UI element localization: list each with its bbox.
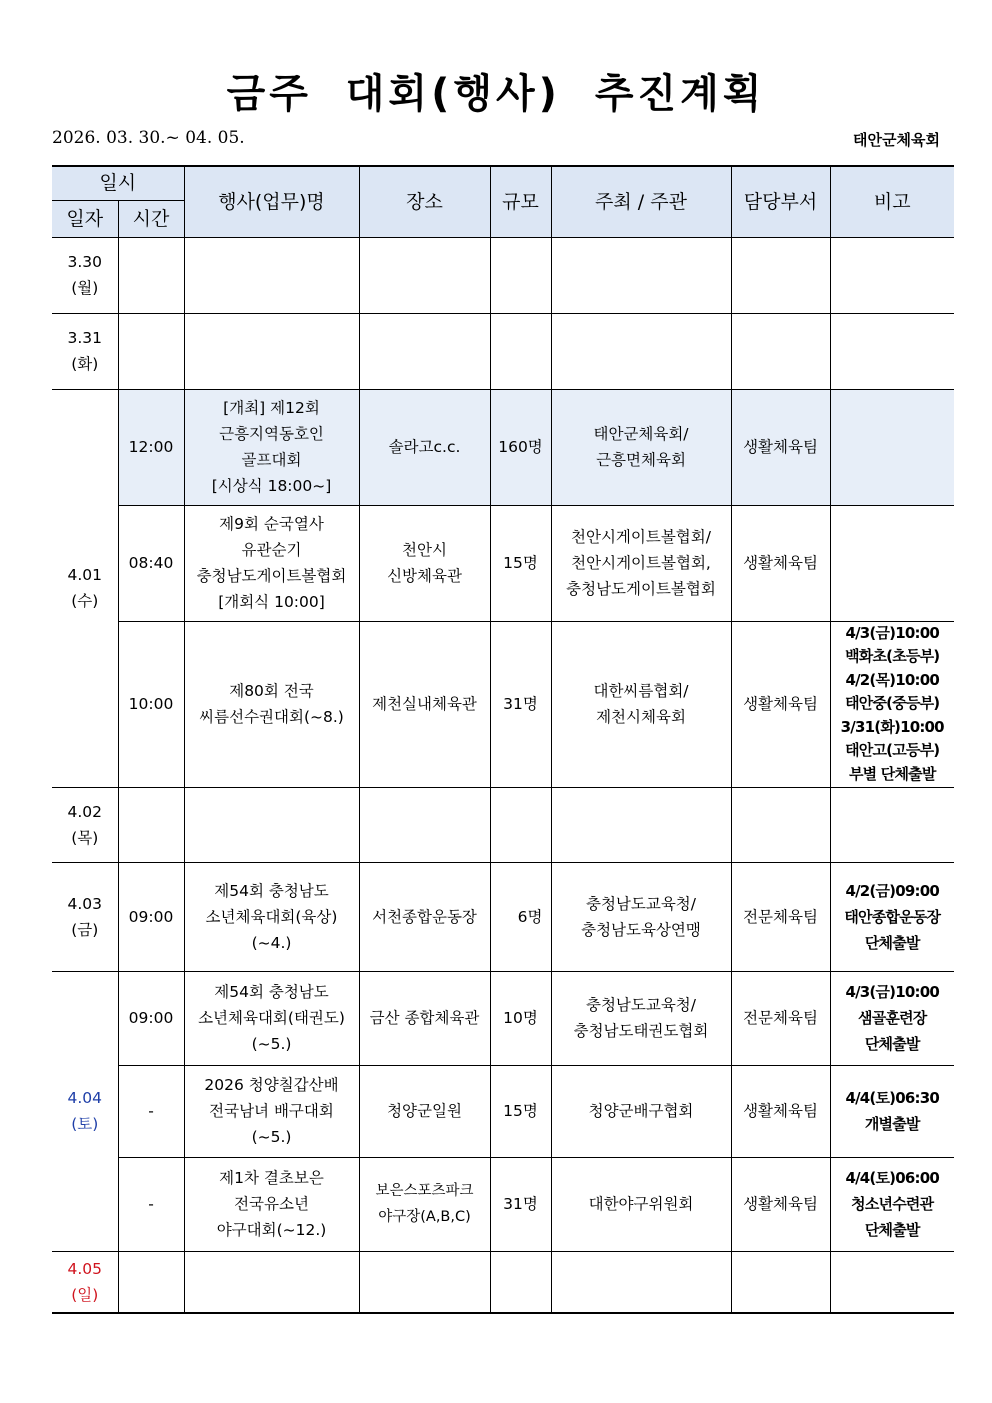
event-name-cell: 제9회 순국열사 유관순기 충청남도게이트볼협회 [개회식 10:00] bbox=[184, 505, 359, 621]
venue-cell: 청양군일원 bbox=[359, 1065, 490, 1157]
header-schedule: 일시 bbox=[52, 166, 184, 200]
time-cell: 10:00 bbox=[118, 621, 184, 787]
remarks-cell bbox=[830, 389, 954, 505]
schedule-table bbox=[52, 165, 954, 1314]
host-cell: 천안시게이트볼협회/ 천안시게이트볼협회, 충청남도게이트볼협회 bbox=[551, 505, 731, 621]
table-row bbox=[52, 313, 954, 389]
header-scale: 규모 bbox=[490, 166, 551, 237]
venue-cell: 금산 종합체육관 bbox=[359, 971, 490, 1065]
event-name-cell: 제1차 결초보은 전국유소년 야구대회(~12.) bbox=[184, 1157, 359, 1251]
venue-cell: 보은스포츠파크 야구장(A,B,C) bbox=[359, 1157, 490, 1251]
date-cell: 4.01 (수) bbox=[52, 389, 118, 787]
scale-cell: 31명 bbox=[490, 621, 551, 787]
department-cell: 전문체육팀 bbox=[731, 862, 830, 971]
date-cell: 4.02 (목) bbox=[52, 787, 118, 862]
header-date: 일자 bbox=[52, 200, 118, 237]
event-name-cell: 제54회 충청남도 소년체육대회(육상) (~4.) bbox=[184, 862, 359, 971]
event-name-cell: [개최] 제12회 근흥지역동호인 골프대회 [시상식 18:00~] bbox=[184, 389, 359, 505]
header-department: 담당부서 bbox=[731, 166, 830, 237]
time-cell: 08:40 bbox=[118, 505, 184, 621]
header-event: 행사(업무)명 bbox=[184, 166, 359, 237]
department-cell: 생활체육팀 bbox=[731, 621, 830, 787]
table-row bbox=[52, 505, 954, 621]
table-row bbox=[52, 621, 954, 787]
date-cell: 4.04 (토) bbox=[52, 971, 118, 1251]
department-cell: 생활체육팀 bbox=[731, 389, 830, 505]
date-cell: 3.31 (화) bbox=[52, 313, 118, 389]
header-remarks: 비고 bbox=[830, 166, 954, 237]
department-cell: 생활체육팀 bbox=[731, 1157, 830, 1251]
header-venue: 장소 bbox=[359, 166, 490, 237]
time-cell: 12:00 bbox=[118, 389, 184, 505]
department-cell: 전문체육팀 bbox=[731, 971, 830, 1065]
scale-cell: 160명 bbox=[490, 389, 551, 505]
venue-cell: 제천실내체육관 bbox=[359, 621, 490, 787]
table-row bbox=[52, 862, 954, 971]
remarks-cell: 4/4(토)06:00 청소년수련관 단체출발 bbox=[830, 1157, 954, 1251]
venue-cell: 서천종합운동장 bbox=[359, 862, 490, 971]
table-row bbox=[52, 389, 954, 505]
date-cell: 4.03 (금) bbox=[52, 862, 118, 971]
scale-cell: 10명 bbox=[490, 971, 551, 1065]
header-host: 주최 / 주관 bbox=[551, 166, 731, 237]
table-row bbox=[52, 1065, 954, 1157]
scale-cell: 15명 bbox=[490, 505, 551, 621]
remarks-cell bbox=[830, 505, 954, 621]
date-range: 2026. 03. 30.~ 04. 05. bbox=[52, 128, 245, 148]
department-cell: 생활체육팀 bbox=[731, 1065, 830, 1157]
remarks-cell: 4/3(금)10:00 샘골훈련장 단체출발 bbox=[830, 971, 954, 1065]
host-cell: 대한씨름협회/ 제천시체육회 bbox=[551, 621, 731, 787]
page-title: 금주 대회(행사) 추진계획 bbox=[226, 71, 766, 117]
table-row bbox=[52, 1157, 954, 1251]
host-cell: 충청남도교육청/ 충청남도태권도협회 bbox=[551, 971, 731, 1065]
remarks-cell: 4/2(금)09:00 태안종합운동장 단체출발 bbox=[830, 862, 954, 971]
remarks-cell: 4/3(금)10:00 백화초(초등부) 4/2(목)10:00 태안중(중등부) 3/31(화)10:00 태안고(고등부) 부별 단체출발 bbox=[830, 621, 954, 787]
time-cell: - bbox=[118, 1065, 184, 1157]
department-cell: 생활체육팀 bbox=[731, 505, 830, 621]
table-row bbox=[52, 237, 954, 313]
event-name-cell: 2026 청양칠갑산배 전국남녀 배구대회 (~5.) bbox=[184, 1065, 359, 1157]
host-cell: 대한야구위원회 bbox=[551, 1157, 731, 1251]
scale-cell: 6명 bbox=[490, 862, 551, 971]
header-time: 시간 bbox=[118, 200, 184, 237]
table-row bbox=[52, 787, 954, 862]
event-name-cell: 제80회 전국 씨름선수권대회(~8.) bbox=[184, 621, 359, 787]
date-cell: 3.30 (월) bbox=[52, 237, 118, 313]
host-cell: 청양군배구협회 bbox=[551, 1065, 731, 1157]
host-cell: 태안군체육회/ 근흥면체육회 bbox=[551, 389, 731, 505]
scale-cell: 15명 bbox=[490, 1065, 551, 1157]
event-name-cell: 제54회 충청남도 소년체육대회(태권도) (~5.) bbox=[184, 971, 359, 1065]
organization-name: 태안군체육회 bbox=[853, 131, 940, 149]
host-cell: 충청남도교육청/ 충청남도육상연맹 bbox=[551, 862, 731, 971]
table-row bbox=[52, 1251, 954, 1313]
table-row bbox=[52, 971, 954, 1065]
time-cell: 09:00 bbox=[118, 971, 184, 1065]
time-cell: 09:00 bbox=[118, 862, 184, 971]
scale-cell: 31명 bbox=[490, 1157, 551, 1251]
time-cell: - bbox=[118, 1157, 184, 1251]
venue-cell: 솔라고c.c. bbox=[359, 389, 490, 505]
venue-cell: 천안시 신방체육관 bbox=[359, 505, 490, 621]
date-cell: 4.05 (일) bbox=[52, 1251, 118, 1313]
remarks-cell: 4/4(토)06:30 개별출발 bbox=[830, 1065, 954, 1157]
